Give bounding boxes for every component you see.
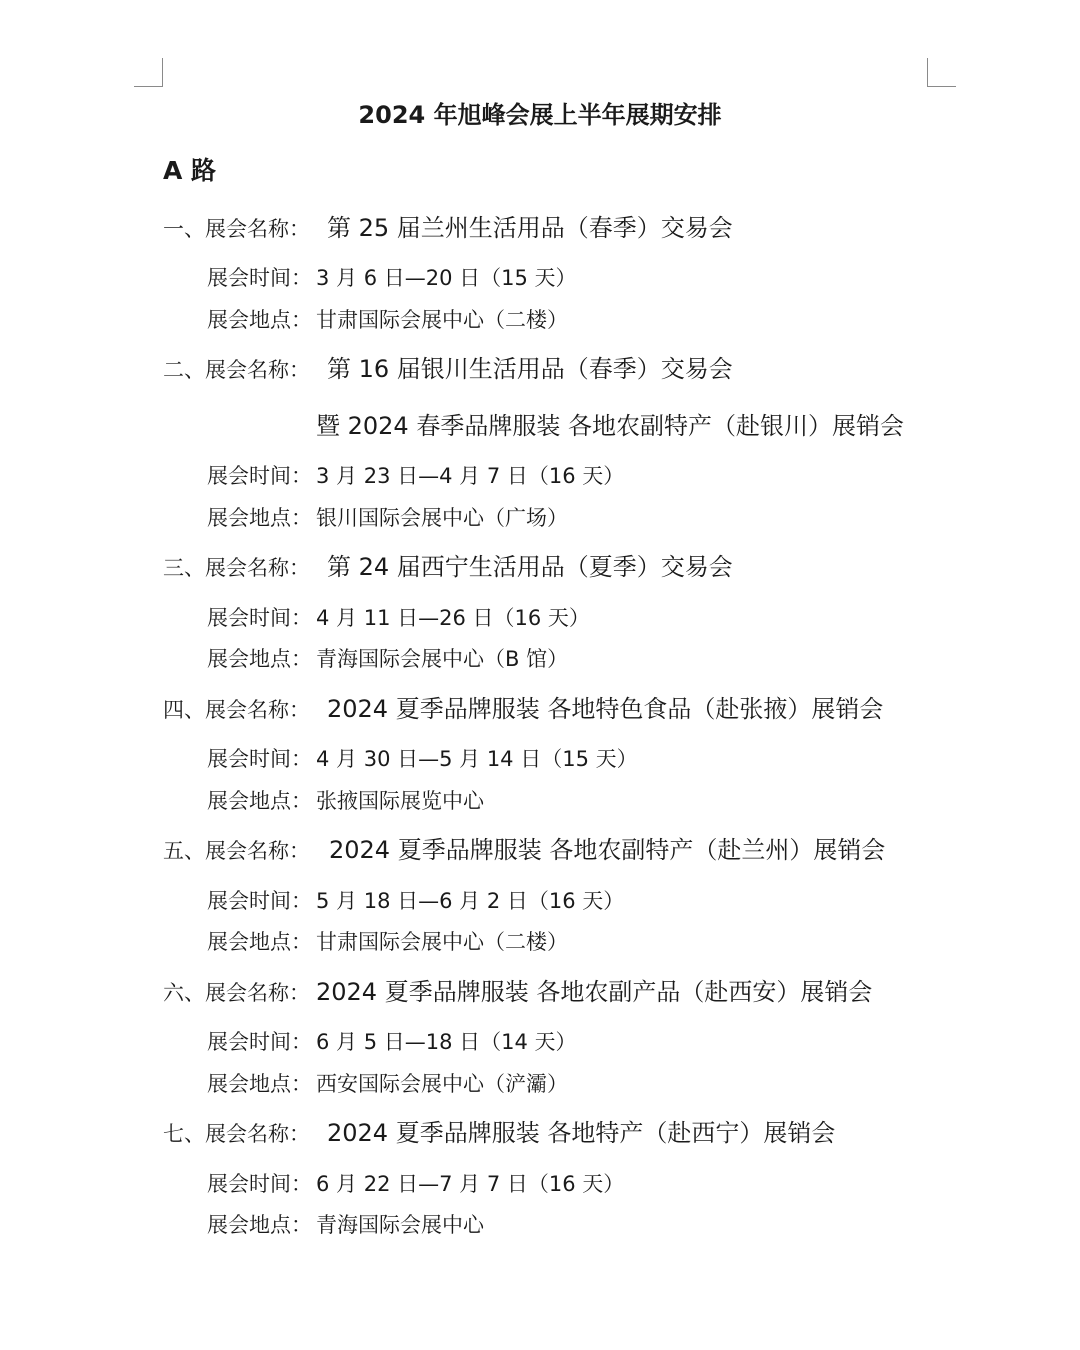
exhibition-place-label: 展会地点： (207, 930, 312, 954)
exhibition-time: 4 月 30 日—5 月 14 日（15 天） (316, 747, 638, 771)
exhibition-name-label: 五、展会名称： (163, 839, 310, 863)
exhibition-name-label: 六、展会名称： (163, 981, 310, 1005)
exhibition-time: 3 月 23 日—4 月 7 日（16 天） (316, 464, 625, 488)
exhibition-name-label: 三、展会名称： (163, 556, 310, 580)
exhibition-place: 西安国际会展中心（浐灞） (316, 1072, 568, 1096)
page-corner-mark-right (927, 58, 956, 87)
exhibition-place: 青海国际会展中心（B 馆） (316, 647, 569, 671)
exhibition-time-label: 展会时间： (207, 747, 312, 771)
exhibition-place: 银川国际会展中心（广场） (316, 506, 568, 530)
exhibition-name: 2024 夏季品牌服装 各地农副特产（赴兰州）展销会 (329, 836, 886, 864)
exhibition-place-label: 展会地点： (207, 1072, 312, 1096)
exhibition-time: 3 月 6 日—20 日（15 天） (316, 266, 577, 290)
exhibition-place-label: 展会地点： (207, 647, 312, 671)
exhibition-place: 甘肃国际会展中心（二楼） (316, 930, 568, 954)
exhibition-name: 第 24 届西宁生活用品（夏季）交易会 (327, 553, 733, 581)
exhibition-place: 张掖国际展览中心 (316, 789, 484, 813)
exhibition-time-label: 展会时间： (207, 889, 312, 913)
exhibition-time-label: 展会时间： (207, 606, 312, 630)
route-heading: A 路 (163, 156, 217, 185)
exhibition-time: 5 月 18 日—6 月 2 日（16 天） (316, 889, 625, 913)
page-corner-mark-left (134, 58, 163, 87)
exhibition-name: 2024 夏季品牌服装 各地特色食品（赴张掖）展销会 (327, 695, 884, 723)
exhibition-name: 2024 夏季品牌服装 各地农副产品（赴西安）展销会 (316, 978, 873, 1006)
exhibition-name-continued: 暨 2024 春季品牌服装 各地农副特产（赴银川）展销会 (316, 412, 904, 440)
exhibition-time-label: 展会时间： (207, 266, 312, 290)
exhibition-place-label: 展会地点： (207, 1213, 312, 1237)
exhibition-time-label: 展会时间： (207, 464, 312, 488)
exhibition-time: 6 月 5 日—18 日（14 天） (316, 1030, 577, 1054)
exhibition-place-label: 展会地点： (207, 506, 312, 530)
exhibition-time-label: 展会时间： (207, 1172, 312, 1196)
exhibition-place-label: 展会地点： (207, 789, 312, 813)
exhibition-time: 6 月 22 日—7 月 7 日（16 天） (316, 1172, 625, 1196)
exhibition-time: 4 月 11 日—26 日（16 天） (316, 606, 590, 630)
exhibition-name: 2024 夏季品牌服装 各地特产（赴西宁）展销会 (327, 1119, 836, 1147)
exhibition-time-label: 展会时间： (207, 1030, 312, 1054)
exhibition-place: 甘肃国际会展中心（二楼） (316, 308, 568, 332)
exhibition-name-label: 四、展会名称： (163, 698, 310, 722)
exhibition-place: 青海国际会展中心 (316, 1213, 484, 1237)
exhibition-name: 第 16 届银川生活用品（春季）交易会 (327, 355, 733, 383)
exhibition-name-label: 一、展会名称： (163, 217, 310, 241)
exhibition-name: 第 25 届兰州生活用品（春季）交易会 (327, 214, 733, 242)
exhibition-name-label: 二、展会名称： (163, 358, 310, 382)
exhibition-name-label: 七、展会名称： (163, 1122, 310, 1146)
page-title: 2024 年旭峰会展上半年展期安排 (358, 101, 722, 129)
exhibition-place-label: 展会地点： (207, 308, 312, 332)
